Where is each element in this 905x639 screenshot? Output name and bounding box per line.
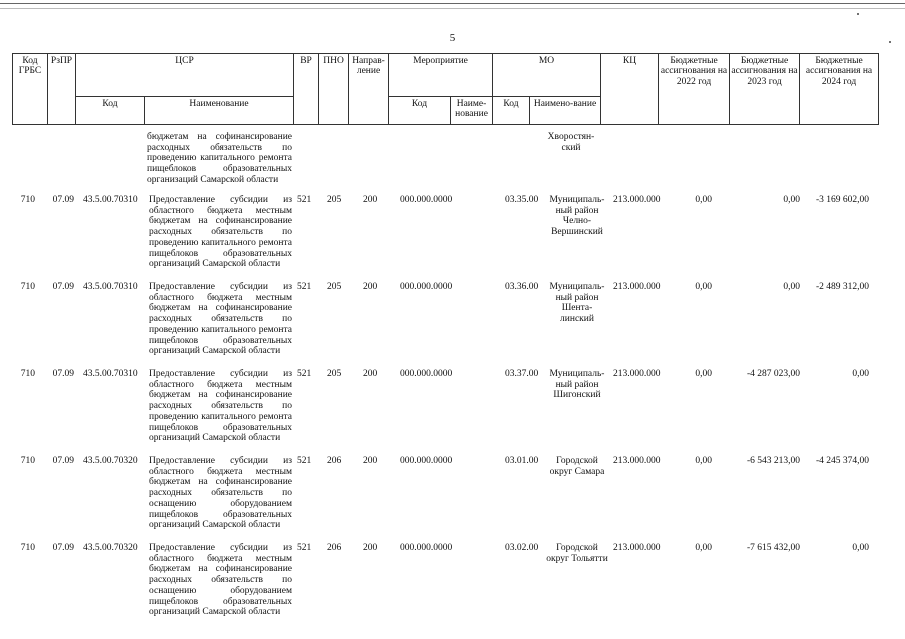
row-csr-kod: 43.5.00.70320 — [83, 543, 138, 553]
row-mo-kod: 03.37.00 — [505, 369, 539, 379]
table-row — [12, 195, 878, 279]
header-2024: Бюджетные ассигнования на 2024 год — [800, 54, 879, 125]
row-mo-name: Муниципаль-ный район Челно-Вершинский — [549, 195, 605, 238]
row-2023: -7 615 432,00 — [746, 543, 800, 553]
carryover-row — [12, 132, 878, 188]
table-row — [12, 543, 878, 627]
row-kc: 213.000.000 — [613, 456, 661, 466]
row-description: Предоставление субсидии из областного бюджета местным бюджетам на софинансирование расходных обязательств по проведению капитального ремонта пищеблоков образовательных организаций Самарской области — [149, 282, 292, 357]
row-kc: 213.000.000 — [613, 369, 661, 379]
row-2023: -6 543 213,00 — [746, 456, 800, 466]
row-mo-name: Городской округ Тольятти — [546, 543, 608, 564]
row-pno: 205 — [327, 282, 342, 292]
row-napravlenie: 200 — [363, 456, 378, 466]
row-vr: 521 — [297, 543, 312, 553]
header-vr: ВР — [294, 54, 319, 125]
row-rzpr: 07.09 — [52, 456, 74, 466]
row-pno: 206 — [327, 456, 342, 466]
row-mo-name: Муниципаль-ный район Шигонский — [549, 369, 605, 401]
row-kod-grbs: 710 — [20, 282, 35, 292]
row-pno: 206 — [327, 543, 342, 553]
row-2023: 0,00 — [783, 282, 800, 292]
row-2022: 0,00 — [695, 369, 712, 379]
page-number: 5 — [449, 32, 456, 44]
row-2022: 0,00 — [695, 195, 712, 205]
carryover-description: бюджетам на софинансирование расходных обязательств по проведению капитального ремонта пищеблоков образовательных организаций Самарской области — [147, 132, 292, 185]
row-pno: 205 — [327, 195, 342, 205]
row-kc: 213.000.000 — [613, 282, 661, 292]
scan-speck — [857, 13, 859, 15]
header-meropr-name: Наиме-нование — [451, 97, 493, 125]
carryover-mo-name: Хворостян-ский — [547, 132, 595, 153]
scan-edge-line — [0, 8, 905, 9]
row-napravlenie: 200 — [363, 282, 378, 292]
row-2024: -2 489 312,00 — [815, 282, 869, 292]
row-2023: 0,00 — [783, 195, 800, 205]
table-header — [12, 53, 879, 125]
row-2023: -4 287 023,00 — [746, 369, 800, 379]
row-kod-grbs: 710 — [20, 195, 35, 205]
row-kod-grbs: 710 — [20, 456, 35, 466]
row-pno: 205 — [327, 369, 342, 379]
row-rzpr: 07.09 — [52, 282, 74, 292]
table-row — [12, 369, 878, 453]
row-csr-kod: 43.5.00.70320 — [83, 456, 138, 466]
header-mo-name: Наимено-вание — [530, 97, 601, 125]
row-csr-kod: 43.5.00.70310 — [83, 282, 138, 292]
row-description: Предоставление субсидии из областного бюджета местным бюджетам на софинансирование расходных обязательств по оснащению оборудованием пищеблоков образовательных организаций Самарской области — [149, 543, 292, 618]
row-napravlenie: 200 — [363, 195, 378, 205]
row-description: Предоставление субсидии из областного бюджета местным бюджетам на софинансирование расходных обязательств по оснащению оборудованием пищеблоков образовательных организаций Самарской области — [149, 456, 292, 531]
row-description: Предоставление субсидии из областного бюджета местным бюджетам на софинансирование расходных обязательств по проведению капитального ремонта пищеблоков образовательных организаций Самарской области — [149, 369, 292, 444]
header-csr-name: Наименование — [145, 97, 294, 125]
scan-edge-line — [0, 3, 905, 4]
row-kod-grbs: 710 — [20, 543, 35, 553]
row-csr-kod: 43.5.00.70310 — [83, 369, 138, 379]
table-row — [12, 282, 878, 366]
row-csr-kod: 43.5.00.70310 — [83, 195, 138, 205]
header-2023: Бюджетные ассигнования на 2023 год — [730, 54, 800, 125]
row-description: Предоставление субсидии из областного бюджета местным бюджетам на софинансирование расходных обязательств по проведению капитального ремонта пищеблоков образовательных организаций Самарской области — [149, 195, 292, 270]
row-kc: 213.000.000 — [613, 543, 661, 553]
row-mo-kod: 03.36.00 — [505, 282, 539, 292]
row-vr: 521 — [297, 195, 312, 205]
row-vr: 521 — [297, 369, 312, 379]
row-meropriyatie-kod: 000.000.0000 — [400, 195, 453, 205]
header-pno: ПНО — [319, 54, 349, 125]
row-meropriyatie-kod: 000.000.0000 — [400, 282, 453, 292]
row-meropriyatie-kod: 000.000.0000 — [400, 369, 453, 379]
row-kod-grbs: 710 — [20, 369, 35, 379]
row-mo-kod: 03.02.00 — [505, 543, 539, 553]
header-meropr-kod: Код — [389, 97, 451, 125]
row-mo-kod: 03.01.00 — [505, 456, 539, 466]
row-mo-kod: 03.35.00 — [505, 195, 539, 205]
row-2022: 0,00 — [695, 543, 712, 553]
row-vr: 521 — [297, 456, 312, 466]
row-rzpr: 07.09 — [52, 195, 74, 205]
row-mo-name: Городской округ Самара — [549, 456, 605, 477]
row-2022: 0,00 — [695, 282, 712, 292]
row-2024: 0,00 — [852, 543, 869, 553]
row-napravlenie: 200 — [363, 369, 378, 379]
header-meropriyatie: Мероприятие — [389, 54, 493, 97]
row-mo-name: Муниципаль-ный район Шента-линский — [549, 282, 605, 325]
row-rzpr: 07.09 — [52, 369, 74, 379]
row-meropriyatie-kod: 000.000.0000 — [400, 456, 453, 466]
row-napravlenie: 200 — [363, 543, 378, 553]
row-2024: 0,00 — [852, 369, 869, 379]
row-meropriyatie-kod: 000.000.0000 — [400, 543, 453, 553]
header-mo: МО — [493, 54, 601, 97]
header-mo-kod: Код — [493, 97, 530, 125]
row-kc: 213.000.000 — [613, 195, 661, 205]
row-2024: -4 245 374,00 — [815, 456, 869, 466]
header-rzpr: РзПР — [48, 54, 76, 125]
row-2024: -3 169 602,00 — [815, 195, 869, 205]
table-row — [12, 456, 878, 540]
row-vr: 521 — [297, 282, 312, 292]
header-csr-kod: Код — [76, 97, 145, 125]
row-2022: 0,00 — [695, 456, 712, 466]
row-rzpr: 07.09 — [52, 543, 74, 553]
header-kod-grbs: Код ГРБС — [13, 54, 48, 125]
header-csr: ЦСР — [76, 54, 294, 97]
header-kc: КЦ — [601, 54, 659, 125]
header-napravlenie: Направ-ление — [349, 54, 389, 125]
header-2022: Бюджетные ассигнования на 2022 год — [659, 54, 730, 125]
